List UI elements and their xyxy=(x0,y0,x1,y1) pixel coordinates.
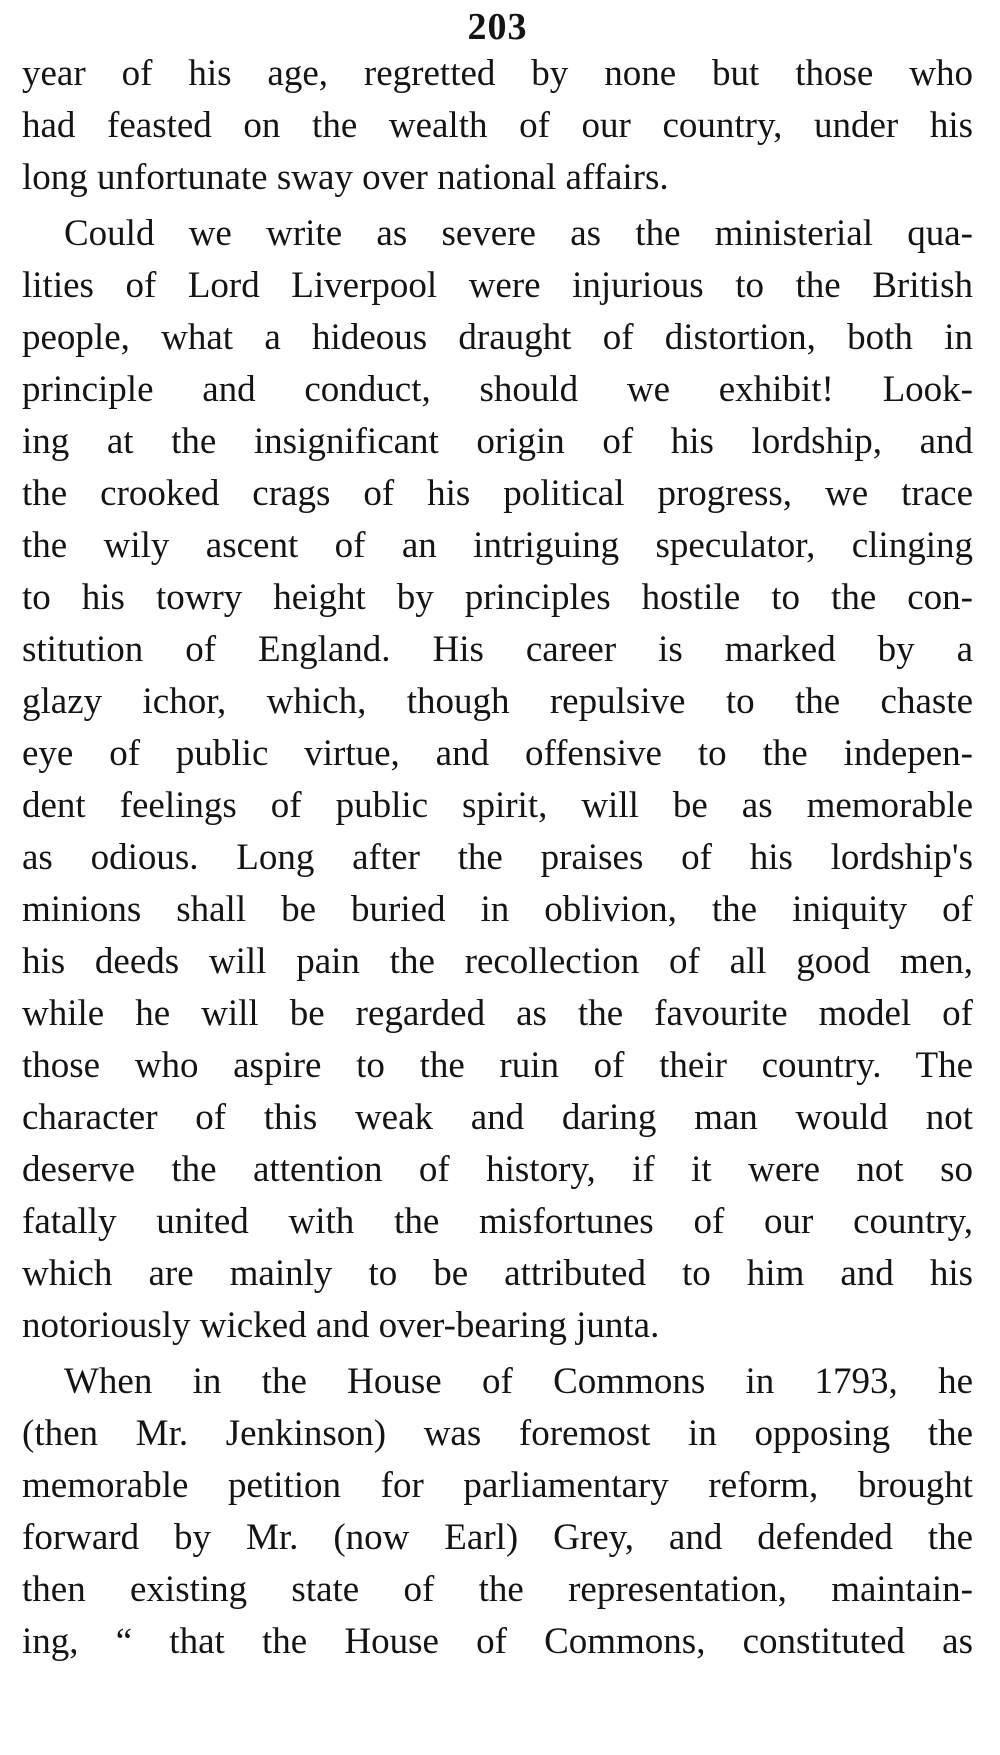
text-line: ing at the insignificant origin of his lordship, and xyxy=(22,421,973,462)
text-line: forward by Mr. (now Earl) Grey, and defended the xyxy=(22,1517,973,1558)
text-line: the crooked crags of his political progress, we trace xyxy=(22,473,973,514)
text-line: ing, “ that the House of Commons, constituted as xyxy=(22,1621,973,1662)
text-line: to his towry height by principles hostile to the con- xyxy=(22,577,973,618)
text-line: deserve the attention of history, if it were not so xyxy=(22,1149,973,1190)
paragraph-3 xyxy=(22,1356,973,1668)
text-line: which are mainly to be attributed to him and his xyxy=(22,1253,973,1294)
text-line: then existing state of the representation, maintain- xyxy=(22,1569,973,1610)
text-line: fatally united with the misfortunes of our country, xyxy=(22,1201,973,1242)
paragraph-1 xyxy=(22,48,973,204)
page-number: 203 xyxy=(467,6,528,48)
text-line: lities of Lord Liverpool were injurious to the British xyxy=(22,265,973,306)
text-line: while he will be regarded as the favourite model of xyxy=(22,993,973,1034)
text-line: those who aspire to the ruin of their country. The xyxy=(22,1045,973,1086)
text-line: memorable petition for parliamentary reform, brought xyxy=(22,1465,973,1506)
paragraph-2 xyxy=(22,208,973,1352)
text-line: stitution of England. His career is marked by a xyxy=(22,629,973,670)
text-line: principle and conduct, should we exhibit! Look- xyxy=(22,369,973,410)
text-line: eye of public virtue, and offensive to the indepen- xyxy=(22,733,973,774)
text-line: had feasted on the wealth of our country, under his xyxy=(22,105,973,146)
text-line: When in the House of Commons in 1793, he xyxy=(64,1361,973,1402)
text-line: people, what a hideous draught of distortion, both in xyxy=(22,317,973,358)
book-page xyxy=(22,0,973,1668)
text-line: dent feelings of public spirit, will be as memorable xyxy=(22,785,973,826)
text-line: year of his age, regretted by none but those who xyxy=(22,53,973,94)
text-line: glazy ichor, which, though repulsive to the chaste xyxy=(22,681,973,722)
text-line: Could we write as severe as the ministerial qua- xyxy=(64,213,973,254)
text-line: long unfortunate sway over national affairs. xyxy=(22,157,669,198)
text-line: his deeds will pain the recollection of all good men, xyxy=(22,941,973,982)
text-line: character of this weak and daring man would not xyxy=(22,1097,973,1138)
text-line: minions shall be buried in oblivion, the iniquity of xyxy=(22,889,973,930)
text-line: as odious. Long after the praises of his lordship's xyxy=(22,837,973,878)
text-line: the wily ascent of an intriguing speculator, clinging xyxy=(22,525,973,566)
text-line: notoriously wicked and over-bearing junta. xyxy=(22,1305,660,1346)
text-line: (then Mr. Jenkinson) was foremost in opposing the xyxy=(22,1413,973,1454)
